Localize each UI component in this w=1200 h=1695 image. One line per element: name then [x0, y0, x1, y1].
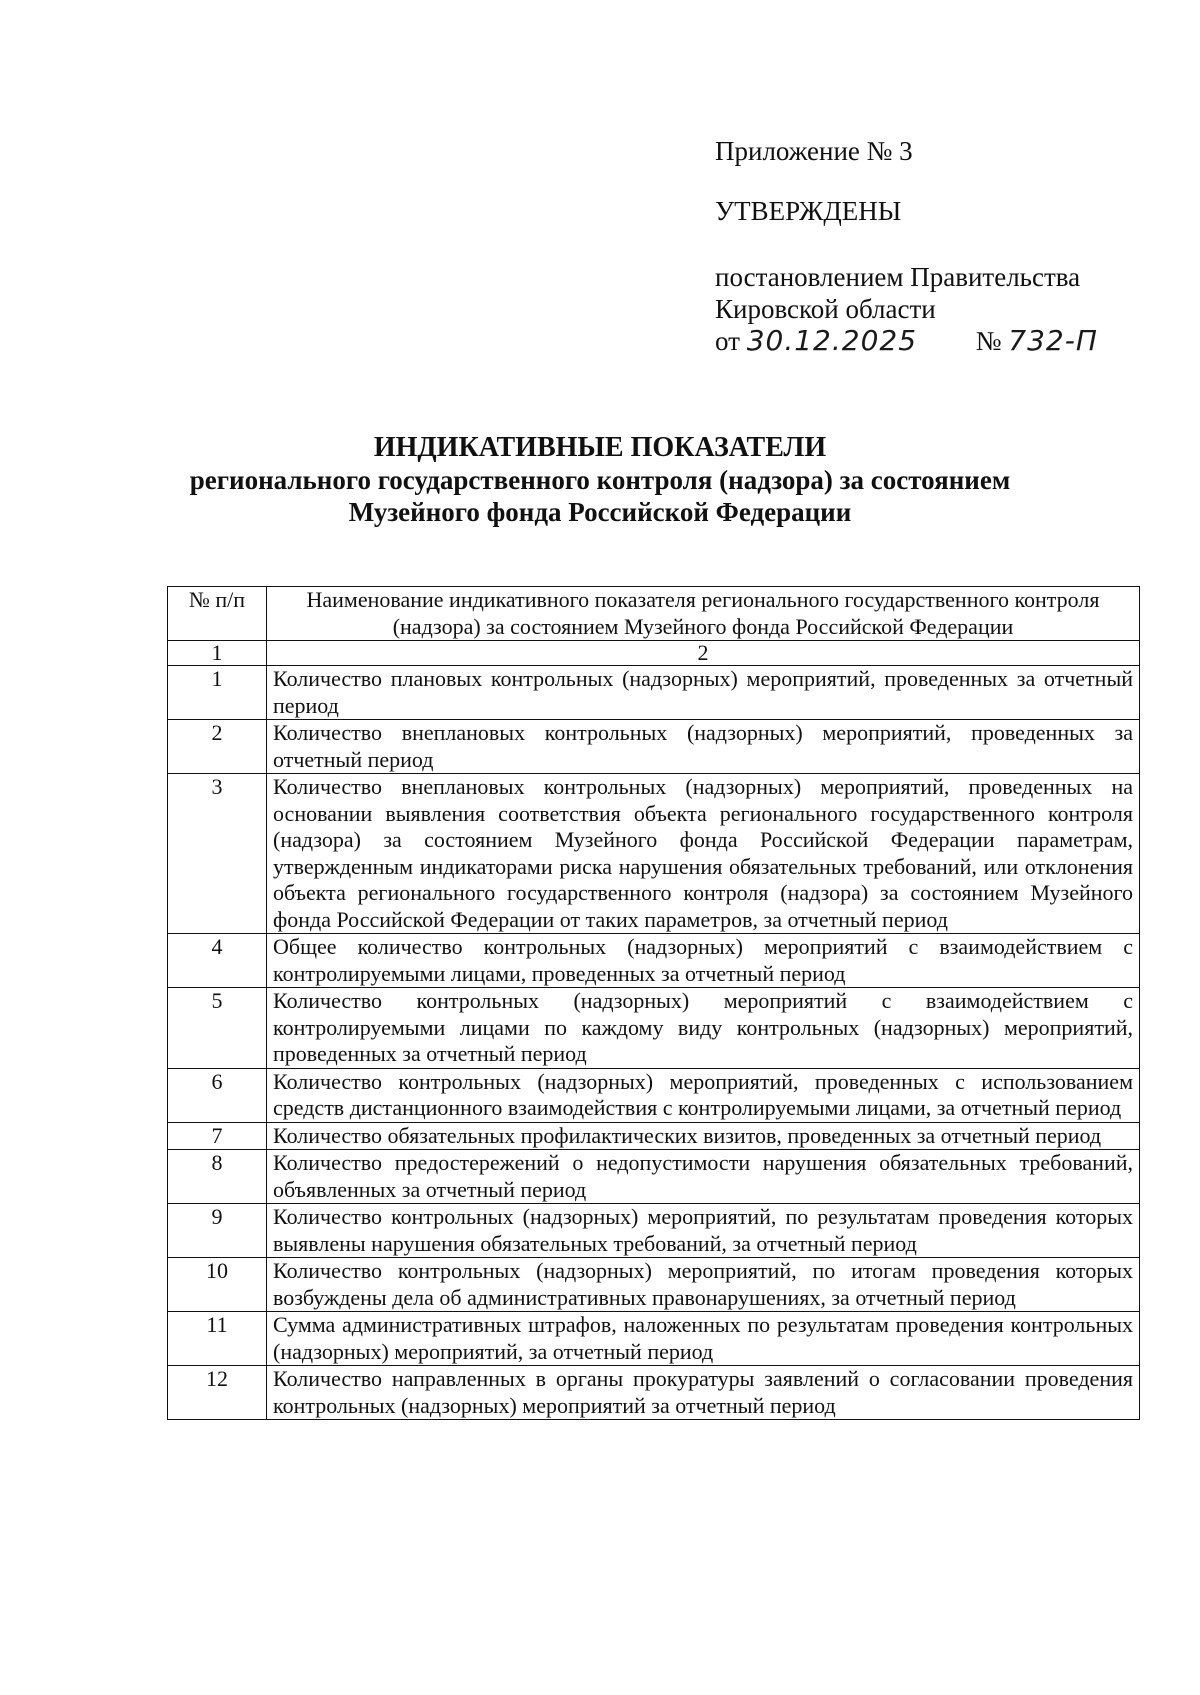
indicator-name: Количество контрольных (надзорных) мероприятий, по итогам проведения которых возбуждены дела об административных правонарушениях, за отчетный период [267, 1258, 1140, 1312]
indicator-name: Количество направленных в органы прокуратуры заявлений о согласовании проведения контрольных (надзорных) мероприятий за отчетный период [267, 1366, 1140, 1420]
row-number: 2 [168, 720, 267, 774]
table-row [168, 774, 1140, 934]
row-number: 4 [168, 934, 267, 988]
number-prefix: № [975, 326, 1002, 356]
decree-line-1: постановлением Правительства [715, 262, 1081, 292]
row-number: 8 [168, 1150, 267, 1204]
decree-date-number [715, 325, 1155, 357]
document-title [0, 432, 1200, 528]
table-header-row [168, 587, 1140, 641]
indicator-name: Количество внеплановых контрольных (надзорных) мероприятий, проведенных за отчетный период [267, 720, 1140, 774]
indicator-name: Количество внеплановых контрольных (надзорных) мероприятий, проведенных на основании выявления соответствия объекта регионального государственного контроля (надзора) за состоянием Музейного фонда Российской Федерации параметрам, утвержденным индикаторами риска нарушения обязательных требований, или отклонения объекта регионального государственного контроля (надзора) за состоянием Музейного фонда Российской Федерации от таких параметров, за отчетный период [267, 774, 1140, 934]
appendix-label: Приложение № 3 [715, 136, 913, 166]
indicators-table [167, 586, 1140, 1420]
table-row [168, 1312, 1140, 1366]
row-number: 10 [168, 1258, 267, 1312]
indicator-name: Количество плановых контрольных (надзорных) мероприятий, проведенных за отчетный период [267, 666, 1140, 720]
column-number-2: 2 [267, 641, 1140, 666]
approved-label: УТВЕРЖДЕНЫ [715, 196, 902, 226]
title-line-1: ИНДИКАТИВНЫЕ ПОКАЗАТЕЛИ [373, 432, 827, 463]
table-row [168, 1204, 1140, 1258]
row-number: 5 [168, 988, 267, 1069]
table-row [168, 666, 1140, 720]
table-row [168, 1150, 1140, 1204]
indicator-name: Количество обязательных профилактических визитов, проведенных за отчетный период [267, 1122, 1140, 1150]
table-row [168, 720, 1140, 774]
table-row [168, 1122, 1140, 1150]
indicator-name: Количество контрольных (надзорных) мероприятий с взаимодействием с контролируемыми лицами по каждому виду контрольных (надзорных) мероприятий, проведенных за отчетный период [267, 988, 1140, 1069]
title-line-3: Музейного фонда Российской Федерации [348, 497, 852, 527]
approval-block [715, 135, 1155, 357]
indicator-name: Количество контрольных (надзорных) мероприятий, по результатам проведения которых выявлены нарушения обязательных требований, за отчетный период [267, 1204, 1140, 1258]
row-number: 1 [168, 666, 267, 720]
column-number-1: 1 [168, 641, 267, 666]
table-row [168, 1258, 1140, 1312]
row-number: 12 [168, 1366, 267, 1420]
indicator-name: Сумма административных штрафов, наложенных по результатам проведения контрольных (надзорных) мероприятий, за отчетный период [267, 1312, 1140, 1366]
row-number: 3 [168, 774, 267, 934]
column-numbering-row [168, 641, 1140, 666]
row-number: 9 [168, 1204, 267, 1258]
handwritten-number: 732-П [1008, 324, 1098, 357]
column-header-name: Наименование индикативного показателя регионального государственного контроля (надзора) за состоянием Музейного фонда Российской Федерации [267, 587, 1140, 641]
table-row [168, 988, 1140, 1069]
indicator-name: Количество контрольных (надзорных) мероприятий, проведенных с использованием средств дистанционного взаимодействия с контролируемыми лицами, за отчетный период [267, 1068, 1140, 1122]
row-number: 11 [168, 1312, 267, 1366]
table-row [168, 934, 1140, 988]
decree-line-2: Кировской области [715, 294, 936, 324]
indicator-name: Количество предостережений о недопустимости нарушения обязательных требований, объявленных за отчетный период [267, 1150, 1140, 1204]
row-number: 6 [168, 1068, 267, 1122]
handwritten-date: 30.12.2025 [746, 324, 918, 357]
date-prefix: от [715, 326, 740, 356]
table-row [168, 1068, 1140, 1122]
row-number: 7 [168, 1122, 267, 1150]
title-line-2: регионального государственного контроля (надзора) за состоянием [189, 465, 1011, 495]
indicator-name: Общее количество контрольных (надзорных) мероприятий с взаимодействием с контролируемыми лицами, проведенных за отчетный период [267, 934, 1140, 988]
table-row [168, 1366, 1140, 1420]
column-header-number: № п/п [168, 587, 267, 641]
